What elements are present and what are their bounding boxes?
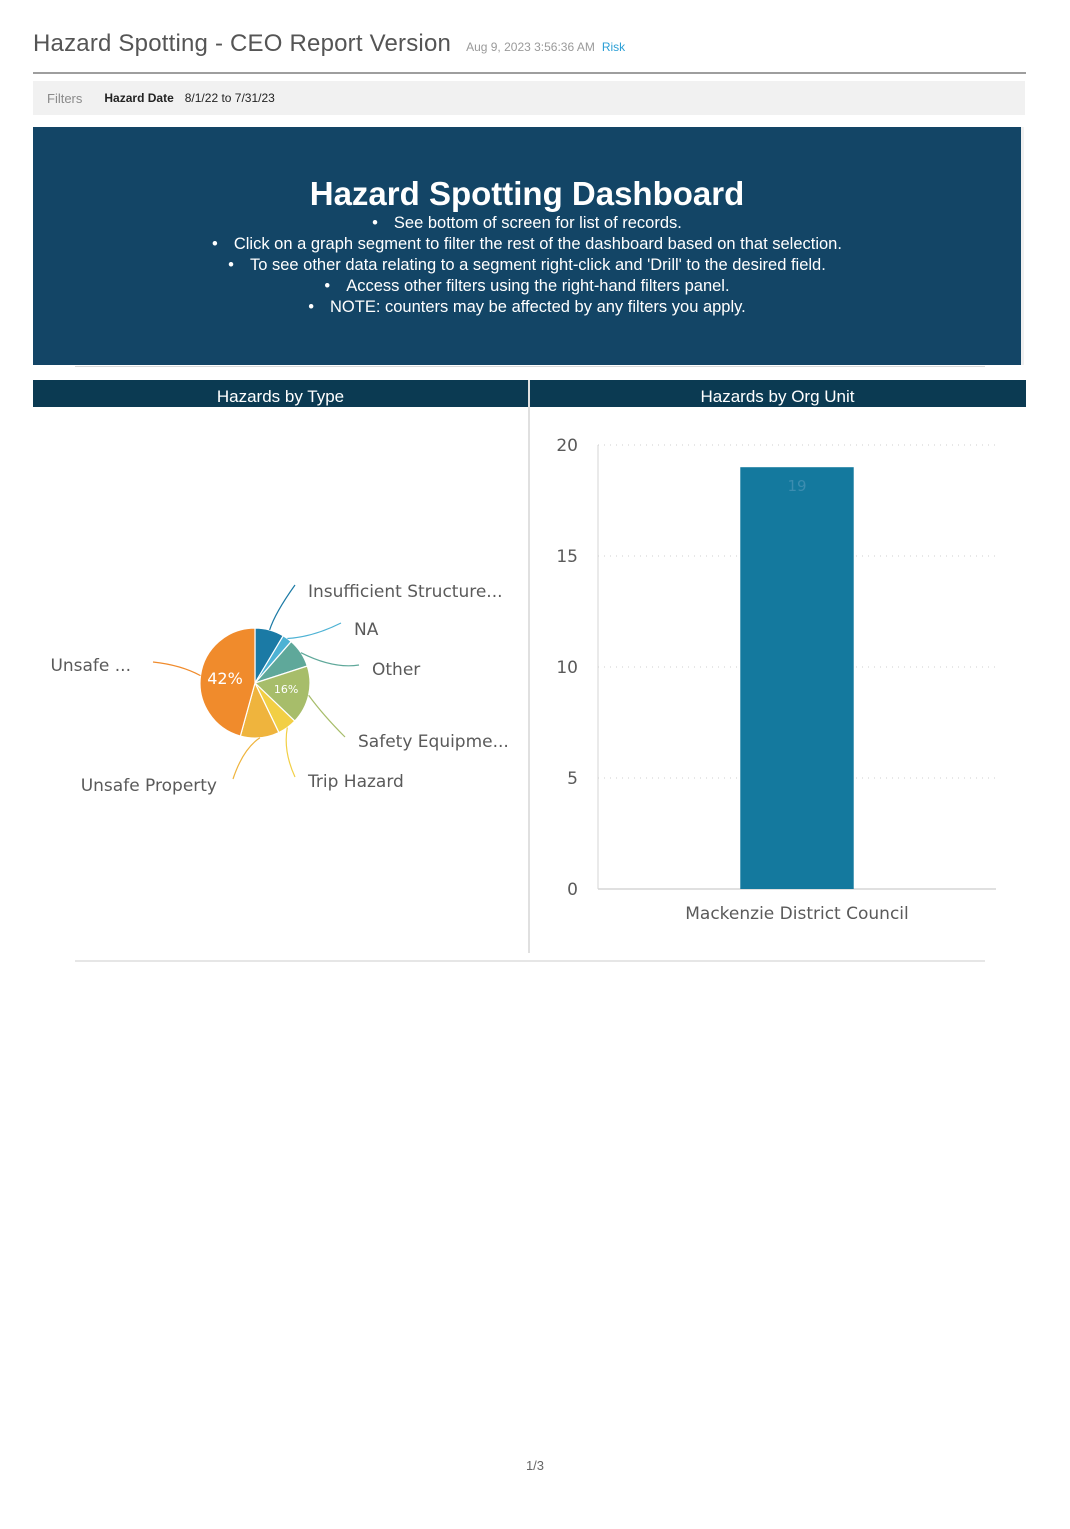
banner-bullet: • NOTE: counters may be affected by any filters you apply. xyxy=(33,297,1021,318)
page-number: 1/3 xyxy=(525,1458,545,1473)
x-category-label: Mackenzie District Council xyxy=(685,904,909,924)
risk-link[interactable]: Risk xyxy=(601,40,626,54)
filters-bar xyxy=(33,81,1025,115)
pie-leader-line xyxy=(301,653,359,666)
pie-leader-line xyxy=(233,738,260,779)
pie-leader-line xyxy=(309,695,345,737)
hazards-by-org-unit-bar-chart xyxy=(530,407,1026,952)
y-tick-label: 10 xyxy=(556,658,578,678)
pie-slice-label: Insufficient Structure... xyxy=(308,582,503,602)
pie-slice-label: Trip Hazard xyxy=(308,772,404,792)
divider xyxy=(75,366,985,367)
panel-header-hazards-by-org-unit: Hazards by Org Unit xyxy=(529,380,1026,407)
banner-bullet: • Access other filters using the right-hand filters panel. xyxy=(33,276,1021,297)
bar[interactable] xyxy=(740,467,853,889)
pie-leader-line xyxy=(153,662,200,676)
pie-slice-label: Unsafe Property xyxy=(80,776,217,796)
y-tick-label: 5 xyxy=(567,769,578,789)
filter-name: Hazard Date xyxy=(104,91,174,105)
hazards-by-type-pie-chart xyxy=(33,407,528,952)
report-header xyxy=(33,30,1026,74)
banner-bullets xyxy=(33,213,1021,318)
y-tick-label: 15 xyxy=(556,547,578,567)
pie-leader-line xyxy=(286,727,295,777)
banner-title: Hazard Spotting Dashboard xyxy=(309,175,745,212)
pie-leader-line xyxy=(270,585,295,630)
divider xyxy=(75,960,985,962)
pie-value-label: 42% xyxy=(207,668,243,688)
pie-slice-label: Unsafe ... xyxy=(50,656,131,676)
filter-value: 8/1/22 to 7/31/23 xyxy=(184,91,275,105)
pie-value-label: 16% xyxy=(273,683,299,697)
report-title: Hazard Spotting - CEO Report Version xyxy=(33,30,452,57)
banner-bullet: • To see other data relating to a segment right-click and 'Drill' to the desired field. xyxy=(33,255,1021,276)
panel-header-hazards-by-type: Hazards by Type xyxy=(33,380,528,407)
report-timestamp: Aug 9, 2023 3:56:36 AM xyxy=(466,40,595,54)
dashboard-banner xyxy=(33,127,1024,365)
banner-bullet: • See bottom of screen for list of records. xyxy=(33,213,1021,234)
y-tick-label: 20 xyxy=(556,436,578,456)
pie-leader-line xyxy=(287,623,341,639)
bar-value-label: 19 xyxy=(787,477,807,496)
pie-slice-label: Safety Equipme... xyxy=(358,732,509,752)
filters-label: Filters xyxy=(47,90,83,106)
pie-slice-label: NA xyxy=(354,620,379,640)
banner-bullet: • Click on a graph segment to filter the rest of the dashboard based on that selection. xyxy=(33,234,1021,255)
pie-slice-label: Other xyxy=(372,660,421,680)
y-tick-label: 0 xyxy=(567,880,578,900)
